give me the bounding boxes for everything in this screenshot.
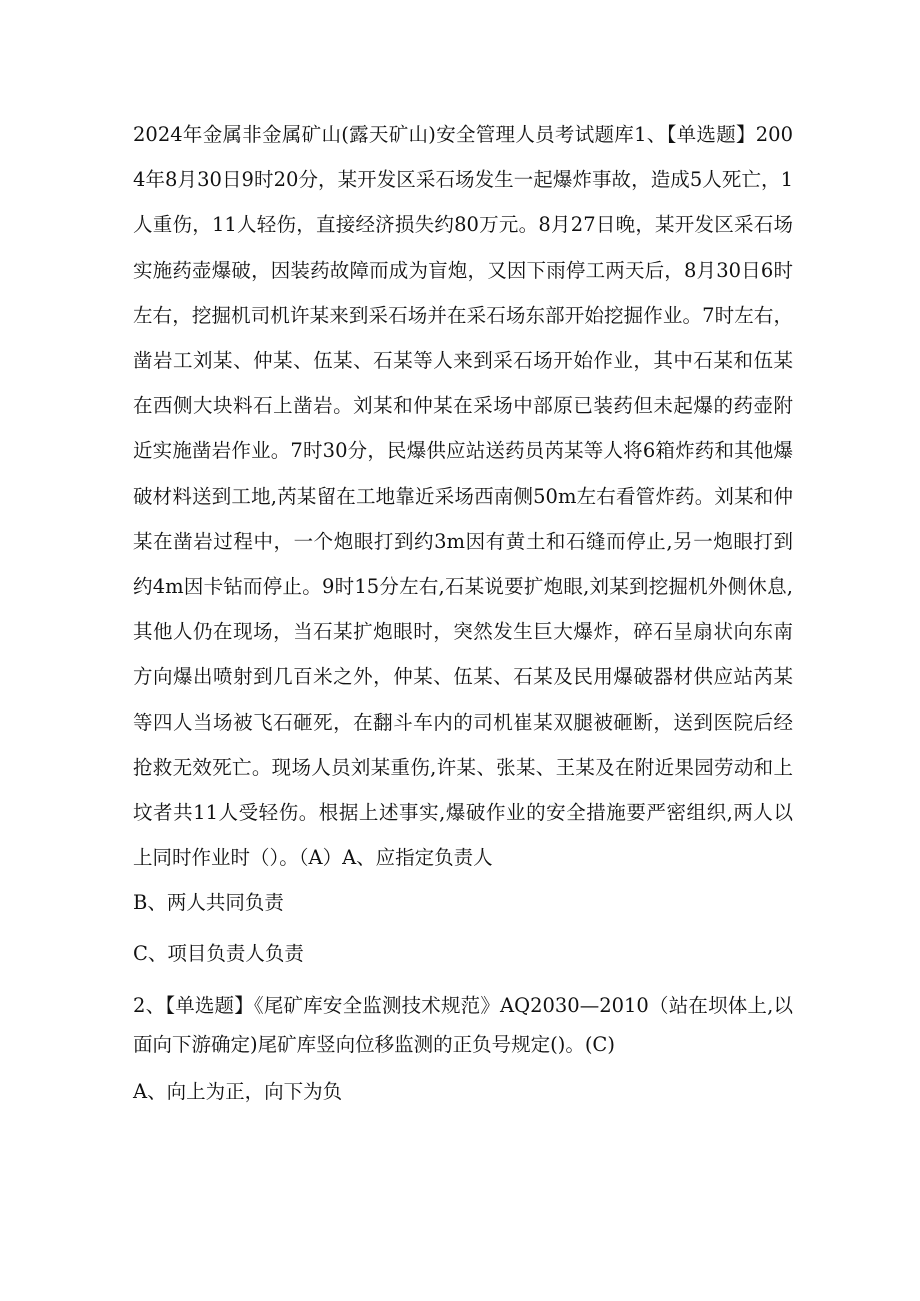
question-2-text: 2、【单选题】《尾矿库安全监测技术规范》AQ2030—2010（站在坝体上,以面向下游确定)尾矿库竖向位移监测的正负号规定()。(C) xyxy=(133,993,793,1056)
question-2-option-a: A、向上为正，向下为负 xyxy=(133,1079,343,1103)
question-1-option-c: C、项目负责人负责 xyxy=(133,941,304,965)
question-1-option-b: B、两人共同负责 xyxy=(133,891,284,915)
document-content xyxy=(133,112,793,1114)
question-1-text: 2024年金属非金属矿山(露天矿山)安全管理人员考试题库1、【单选题】2004年8月30日9时20分，某开发区采石场发生一起爆炸事故，造成5人死亡，1人重伤，11人轻伤，直接经济损失约80万元。8月27日晚，某开发区采石场实施药壶爆破，因装药故障而成为盲炮，又因下雨停工两天后，8月30日6时左右，挖掘机司机许某来到采石场并在采石场东部开始挖掘作业。7时左右，凿岩工刘某、仲某、伍某、石某等人来到采石场开始作业，其中石某和伍某在西侧大块料石上凿岩。刘某和仲某在采场中部原已装药但未起爆的药壶附近实施凿岩作业。7时30分，民爆供应站送药员芮某等人将6箱炸药和其他爆破材料送到工地,芮某留在工地靠近采场西南侧50m左右看管炸药。刘某和仲某在凿岩过程中，一个炮眼打到约3m因有黄土和石缝而停止,另一炮眼打到约4m因卡钻而停止。9时15分左右,石某说要扩炮眼,刘某到挖掘机外侧休息,其他人仍在现场，当石某扩炮眼时，突然发生巨大爆炸，碎石呈扇状向东南方向爆出喷射到几百米之外，仲某、伍某、石某及民用爆破器材供应站芮某等四人当场被飞石砸死，在翻斗车内的司机崔某双腿被砸断，送到医院后经抢救无效死亡。现场人员刘某重伤,许某、张某、王某及在附近果园劳动和上坟者共11人受轻伤。根据上述事实,爆破作业的安全措施要严密组织,两人以上同时作业时（）。（A）A、应指定负责人 xyxy=(133,123,793,870)
spacer xyxy=(133,976,793,981)
